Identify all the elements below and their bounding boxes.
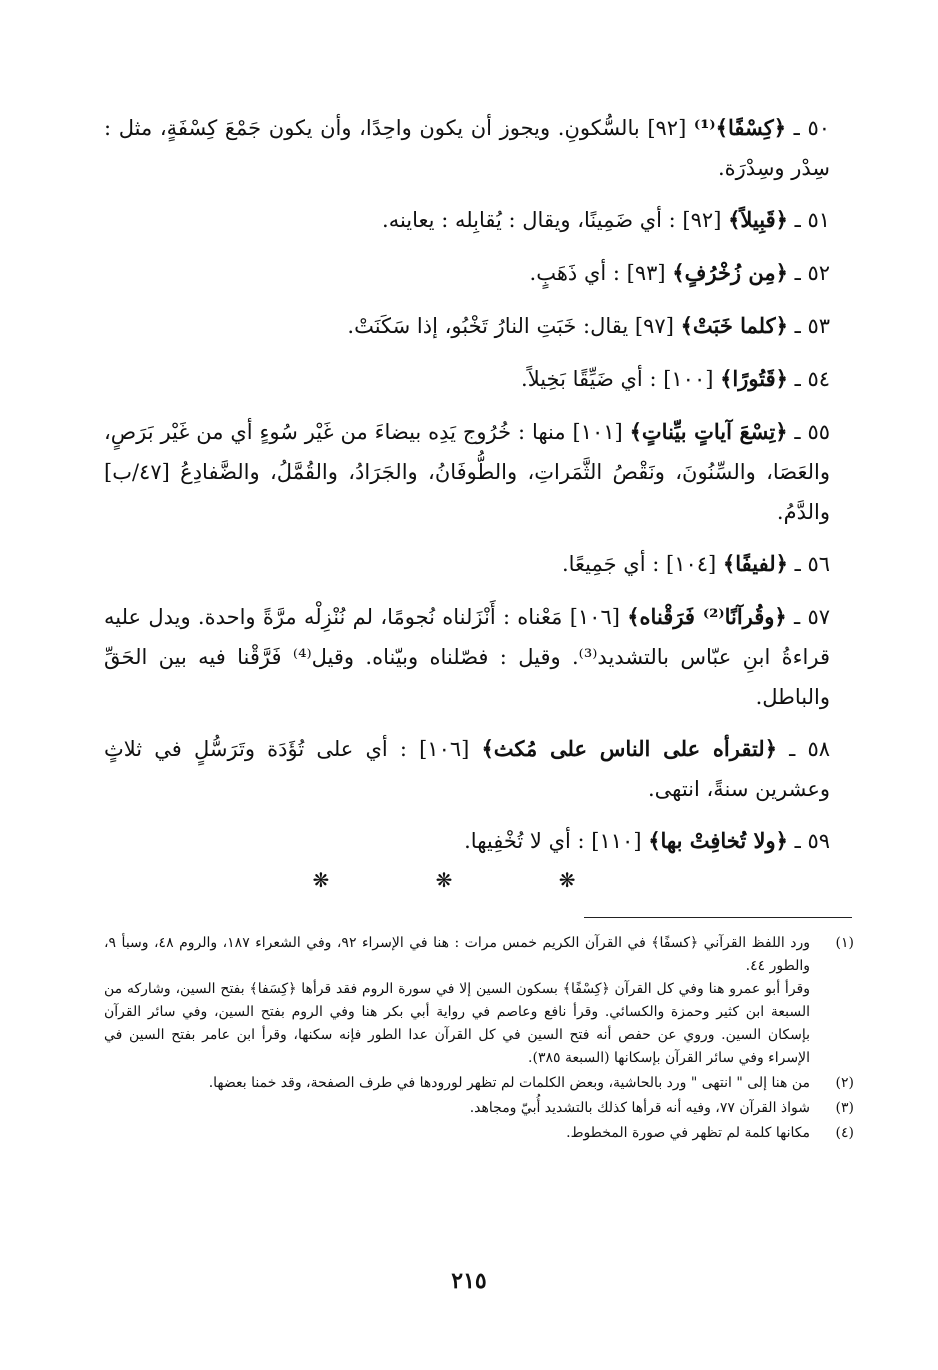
quran-word: ﴿قَبِيلاً﴾ <box>728 207 788 232</box>
entry-text: [١٠٤] : أي جَمِيعًا. <box>561 552 723 576</box>
footnote-rule <box>584 917 852 918</box>
entry-50 <box>104 108 830 188</box>
entry-text: [١٠٦] مَعْناه : أَنْزَلناه نُجومًا، لم نُنْزِلْه مرَّةً واحدة. ويدل عليه قراءةُ ابنِ عبّاس بالتشديد⁽³⁾. وقيل : فصّلناه وبيّناه. وقيل⁽⁴⁾ فَرَّقْنا فيه بين الحَقِّ والباطل. <box>104 605 830 709</box>
footnote-number: (٢) <box>835 1075 854 1091</box>
entry-text: [٩٧] يقال: خَبَتِ النارُ تَخْبُو، إذا سَكَنَتْ. <box>347 314 681 338</box>
footnote-3 <box>104 1097 854 1120</box>
entry-56 <box>104 544 830 584</box>
quran-word: ﴿لتقرأه على الناس على مُكث﴾ <box>481 736 778 761</box>
entry-54 <box>104 359 830 399</box>
entry-text: [٩٢] بالسُّكونِ. ويجوز أن يكون واحِدًا، وأن يكون جَمْعَ كِسْفَةٍ، مثل : سِدْر وسِدْرَة. <box>104 116 830 180</box>
footnote-text: من هنا إلى " انتهى " ورد بالحاشية، وبعض الكلمات لم تظهر لورودها في طرف الصفحة، وقد خمنا بعضها. <box>208 1075 810 1091</box>
entry-52 <box>104 253 830 293</box>
entry-text: [١١٠] : أي لا تُخْفِيها. <box>464 829 649 853</box>
footnote-text: ورد اللفظ القرآني ﴿كسفًا﴾ في القرآن الكريم خمس مرات : هنا في الإسراء ٩٢، وفي الشعراء ١٨٧، والروم ٤٨، وسبأ ٩، والطور ٤٤. <box>104 935 810 974</box>
quran-word: ﴿لفيفًا﴾ <box>722 551 788 576</box>
entry-number: ٥٦ ـ <box>794 552 830 576</box>
entry-number: ٥٤ ـ <box>794 367 830 391</box>
quran-word: ﴿كِسْفًا﴾⁽¹⁾ <box>693 115 787 140</box>
entry-text: [١٠١] منها : خُرُوج يَدِه بيضاءَ من غَيْر سُوءٍ أي من غَيْر بَرَصٍ، والعَصَا، والسِّنُونَ، ونَقْصُ الثَّمَراتِ، والطُّوفَانُ، والجَرَادُ، والقُمَّلُ، والضَّفادِعُ [٤٧/ب] والدَّمُ. <box>104 420 830 524</box>
entry-number: ٥٧ ـ <box>794 605 831 629</box>
footnote-1 <box>104 932 854 1070</box>
footnote-text: مكانها كلمة لم تظهر في صورة المخطوط. <box>566 1125 810 1141</box>
entry-text: [٩٢] : أي ضَمِينًا، ويقال : يُقابِله : يعاينه. <box>382 208 729 232</box>
entry-53 <box>104 306 830 346</box>
entry-text: [٩٣] : أي ذَهَبٍ. <box>529 261 673 285</box>
footnote-text: وقرأ أبو عمرو هنا وفي كل القرآن ﴿كِسْفًا﴾ بسكون السين إلا في سورة الروم فقد قرأها ﴿كِسَفا﴾ بفتح السين، وشاركه من السبعة ابن كثير وحمزة والكسائي. وقرأ نافع وعاصم في رواية أبي بكر هنا وفي الروم بفتح السين، وفي سائر القرآن بإسكان السين. وروي عن حفص أنه فتح السين في كل القرآن عدا الطور فإنه سكنها، وقرأ ابن عامر بفتح السين في الإسراء وفي سائر القرآن بإسكانها (السبعة ٣٨٥). <box>104 981 810 1066</box>
footnote-4 <box>104 1122 854 1145</box>
quran-word: ﴿كلما خَبَتْ﴾ <box>680 313 788 338</box>
entry-text: [١٠٦] : أي على تُؤَدَة وتَرَسُّلٍ في ثلاثٍ وعشرين سنةً، انتهى. <box>104 737 830 801</box>
footnote-text: شواذ القرآن ٧٧، وفيه أنه قرأها كذلك بالتشديد أُبيّ ومجاهد. <box>469 1100 810 1116</box>
footnote-number: (٤) <box>835 1125 854 1141</box>
quran-word: ﴿مِن زُخْرُفٍ﴾ <box>672 260 788 285</box>
main-text <box>104 108 830 874</box>
entry-57 <box>104 597 830 717</box>
quran-word: ﴿وقُرآنًا⁽²⁾ فَرَقْناه﴾ <box>627 604 787 629</box>
entry-number: ٥٨ ـ <box>789 737 831 761</box>
footnote-number: (٣) <box>835 1100 854 1116</box>
entry-number: ٥٠ ـ <box>793 116 831 140</box>
entry-number: ٥٣ ـ <box>794 314 830 338</box>
entry-59 <box>104 821 830 861</box>
entry-55 <box>104 412 830 532</box>
section-separator: ❋ ❋ ❋ <box>312 868 626 892</box>
quran-word: ﴿ولا تُخافِتْ بها﴾ <box>648 828 788 853</box>
entry-number: ٥١ ـ <box>794 208 830 232</box>
entry-text: [١٠٠] : أي ضَيِّقًا بَخِيلاً. <box>521 367 721 391</box>
entry-58 <box>104 729 830 809</box>
footnote-2 <box>104 1072 854 1095</box>
entry-number: ٥٢ ـ <box>794 261 830 285</box>
footnote-number: (١) <box>835 935 854 951</box>
page-number: ٢١٥ <box>451 1268 487 1294</box>
entry-51 <box>104 200 830 240</box>
quran-word: ﴿تِسْعَ آياتٍ بيِّناتٍ﴾ <box>629 419 788 444</box>
footnotes <box>104 932 854 1147</box>
entry-number: ٥٥ ـ <box>794 420 830 444</box>
quran-word: ﴿قَتُورًا﴾ <box>720 366 788 391</box>
entry-number: ٥٩ ـ <box>794 829 830 853</box>
